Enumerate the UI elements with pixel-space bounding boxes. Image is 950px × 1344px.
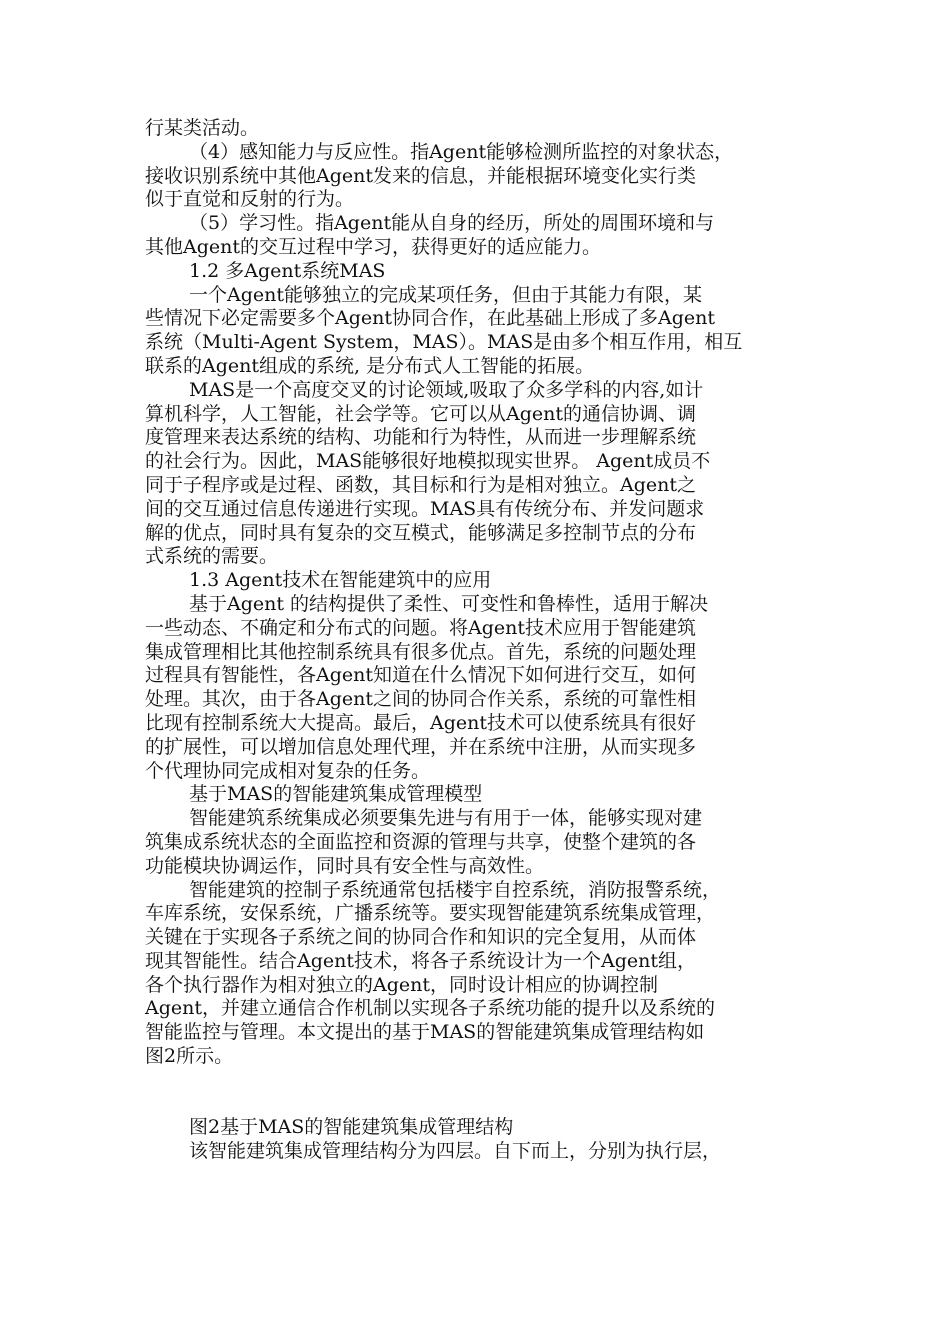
text-line: 一些动态、不确定和分布式的问题。将Agent技术应用于智能建筑 xyxy=(145,616,697,639)
text-line: 集成管理相比其他控制系统具有很多优点。首先，系统的问题处理 xyxy=(145,640,697,663)
text-line: 比现有控制系统大大提高。最后，Agent技术可以使系统具有很好 xyxy=(145,711,697,734)
text-line: Agent，并建立通信合作机制以实现各子系统功能的提升以及系统的 xyxy=(145,997,716,1020)
text-line: 接收识别系统中其他Agent发来的信息，并能根据环境变化实行类 xyxy=(145,164,697,187)
section-heading: 基于MAS的智能建筑集成管理模型 xyxy=(189,783,483,806)
text-line: 该智能建筑集成管理结构分为四层。自下而上，分别为执行层， xyxy=(189,1140,722,1163)
text-line: 各个执行器作为相对独立的Agent，同时设计相应的协调控制 xyxy=(145,973,659,996)
text-line: 的扩展性，可以增加信息处理代理，并在系统中注册，从而实现多 xyxy=(145,735,697,758)
figure-placeholder xyxy=(145,1069,805,1117)
text-line: 解的优点，同时具有复杂的交互模式，能够满足多控制节点的分布 xyxy=(145,521,697,544)
text-line: （4）感知能力与反应性。指Agent能够检测所监控的对象状态， xyxy=(189,140,734,163)
text-line: 系统（Multi-Agent System，MAS）。MAS是由多个相互作用，相互 xyxy=(145,331,743,354)
text-line: 智能监控与管理。本文提出的基于MAS的智能建筑集成管理结构如 xyxy=(145,1021,705,1044)
text-line: 筑集成系统状态的全面监控和资源的管理与共享，使整个建筑的各 xyxy=(145,830,697,853)
text-line: 图2所示。 xyxy=(145,1045,234,1068)
text-line: 基于Agent 的结构提供了柔性、可变性和鲁棒性，适用于解决 xyxy=(189,592,709,615)
text-line: 联系的Agent组成的系统, 是分布式人工智能的拓展。 xyxy=(145,354,595,377)
text-line: 车库系统，安保系统，广播系统等。要实现智能建筑系统集成管理， xyxy=(145,902,716,925)
text-line: 式系统的需要。 xyxy=(145,545,279,568)
text-line: 一个Agent能够独立的完成某项任务，但由于其能力有限，某 xyxy=(189,283,703,306)
text-line: 其他Agent的交互过程中学习，获得更好的适应能力。 xyxy=(145,235,602,258)
text-line: 似于直觉和反射的行为。 xyxy=(145,188,355,211)
section-heading: 1.2 多Agent系统MAS xyxy=(189,259,386,282)
text-line: 处理。其次，由于各Agent之间的协同合作关系，系统的可靠性相 xyxy=(145,688,697,711)
figure-caption: 图2基于MAS的智能建筑集成管理结构 xyxy=(189,1116,514,1139)
text-line: 些情况下必定需要多个Agent协同合作，在此基础上形成了多Agent xyxy=(145,307,716,330)
text-line: 行某类活动。 xyxy=(145,117,260,139)
text-line: 过程具有智能性，各Agent知道在什么情况下如何进行交互，如何 xyxy=(145,664,697,687)
text-line: 间的交互通过信息传递进行实现。MAS具有传统分布、并发问题求 xyxy=(145,497,705,520)
text-line: 智能建筑系统集成必须要集先进与有用于一体，能够实现对建 xyxy=(189,807,703,830)
text-line: 度管理来表达系统的结构、功能和行为特性，从而进一步理解系统 xyxy=(145,426,697,449)
text-line: 智能建筑的控制子系统通常包括楼宇自控系统，消防报警系统， xyxy=(189,878,722,901)
text-line: 同于子程序或是过程、函数，其目标和行为是相对独立。Agent之 xyxy=(145,473,697,496)
section-heading: 1.3 Agent技术在智能建筑中的应用 xyxy=(189,569,492,592)
text-line: 的社会行为。因此，MAS能够很好地模拟现实世界。 Agent成员不 xyxy=(145,450,711,473)
document-body xyxy=(145,117,805,1164)
text-line: MAS是一个高度交叉的讨论领域,吸取了众多学科的内容,如计 xyxy=(189,378,704,401)
text-line: 现其智能性。结合Agent技术，将各子系统设计为一个Agent组， xyxy=(145,949,697,972)
text-line: （5）学习性。指Agent能从自身的经历，所处的周围环境和与 xyxy=(189,212,715,235)
text-line: 个代理协同完成相对复杂的任务。 xyxy=(145,759,431,782)
text-line: 算机科学，人工智能，社会学等。它可以从Agent的通信协调、调 xyxy=(145,402,697,425)
text-line: 功能模块协调运作，同时具有安全性与高效性。 xyxy=(145,854,545,877)
text-line: 关键在于实现各子系统之间的协同合作和知识的完全复用，从而体 xyxy=(145,926,697,949)
